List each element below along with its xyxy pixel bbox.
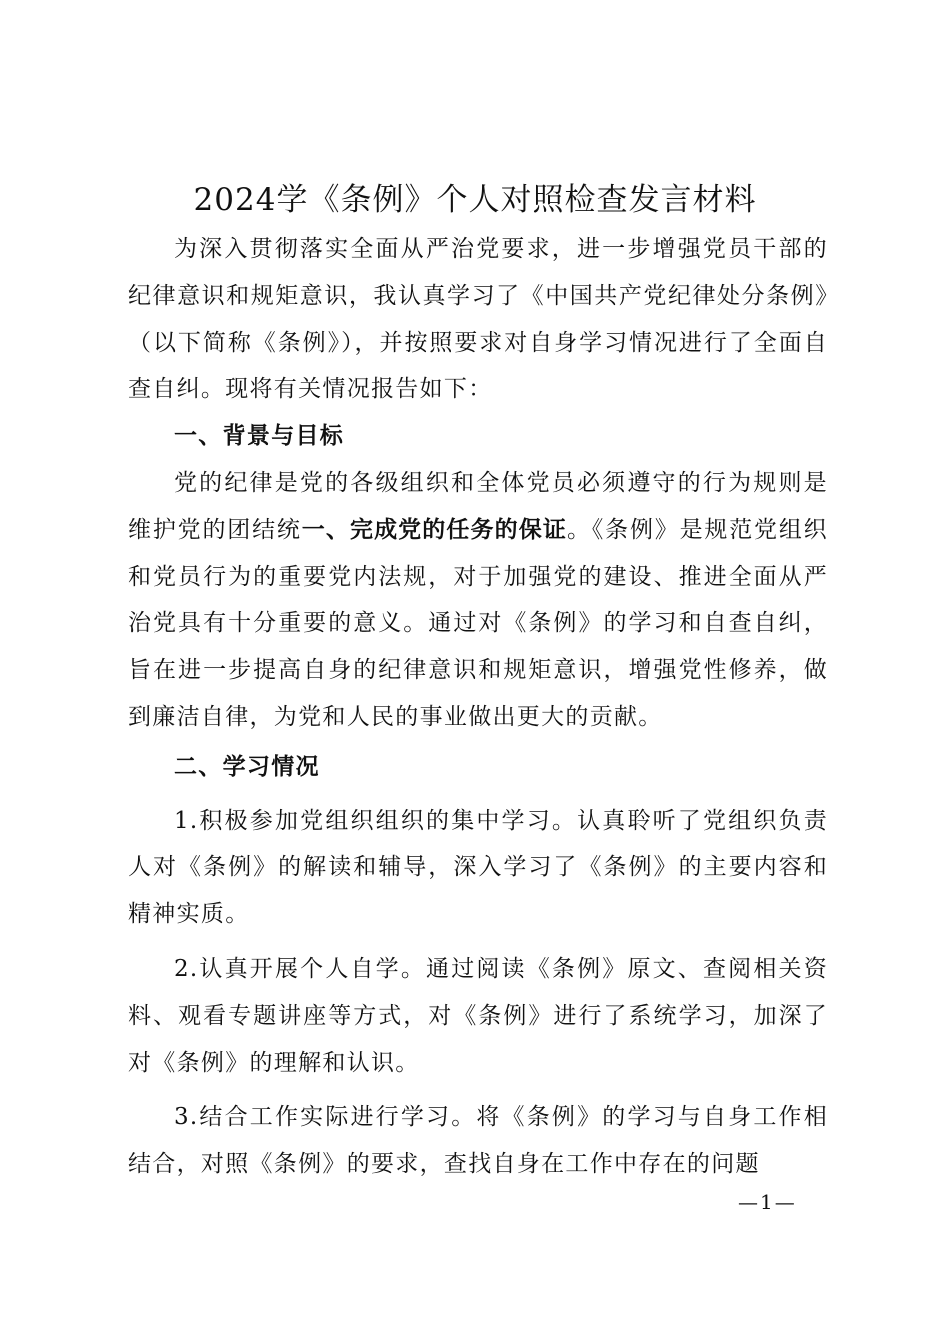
document-body bbox=[128, 226, 828, 1188]
background-text-bold: 一、完成党的任务的保证 bbox=[301, 516, 568, 543]
document-title: 2024学《条例》个人对照检查发言材料 bbox=[193, 182, 757, 218]
study-item-1: 1.积极参加党组织组织的集中学习。认真聆听了党组织负责人对《条例》的解读和辅导，深入学习了《条例》的主要内容和精神实质。 bbox=[128, 807, 828, 928]
background-text-part2: 。《条例》是规范党组织和党员行为的重要党内法规，对于加强党的建设、推进全面从严治党具有十分重要的意义。通过对《条例》的学习和自查自纠，旨在进一步提高自身的纪律意识和规矩意识，增强党性修养，做到廉洁自律，为党和人民的事业做出更大的贡献。 bbox=[128, 516, 828, 730]
background-paragraph bbox=[128, 460, 828, 741]
intro-paragraph: 为深入贯彻落实全面从严治党要求，进一步增强党员干部的纪律意识和规矩意识，我认真学习了《中国共产党纪律处分条例》（以下简称《条例》），并按照要求对自身学习情况进行了全面自查自纠。现将有关情况报告如下： bbox=[128, 236, 828, 403]
section-heading-background: 一、背景与目标 bbox=[174, 423, 345, 450]
background-text-part1: 党的纪律是党的各级组织和全体党员必须遵守的行为规则是维护党的团结统 bbox=[128, 469, 828, 543]
study-item-2: 2.认真开展个人自学。通过阅读《条例》原文、查阅相关资料、观看专题讲座等方式，对《条例》进行了系统学习，加深了对《条例》的理解和认识。 bbox=[128, 955, 828, 1076]
section-heading-study: 二、学习情况 bbox=[174, 753, 320, 780]
study-item-3: 3.结合工作实际进行学习。将《条例》的学习与自身工作相结合，对照《条例》的要求，查找自身在工作中存在的问题 bbox=[128, 1104, 828, 1178]
page-number: —1— bbox=[738, 1190, 797, 1214]
